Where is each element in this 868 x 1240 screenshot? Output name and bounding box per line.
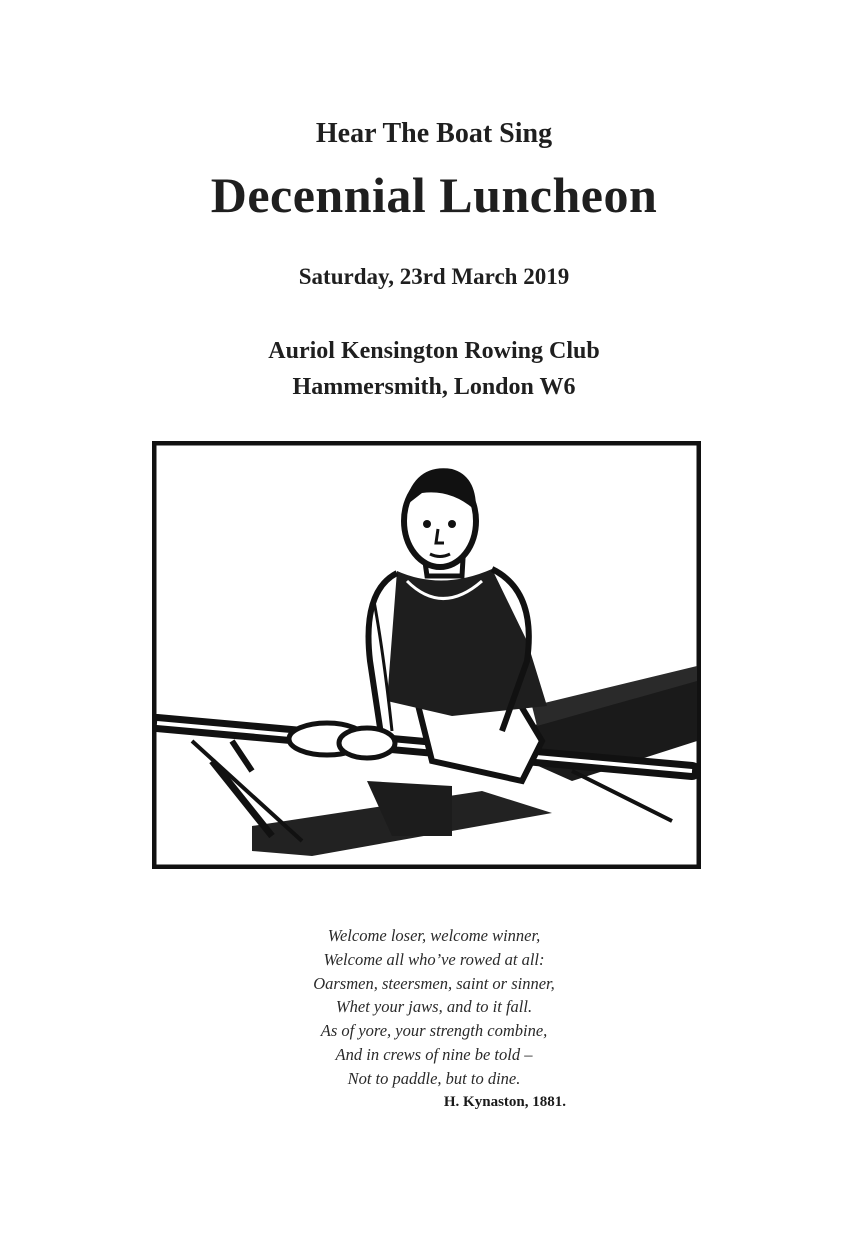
venue-location: Hammersmith, London W6 [292, 374, 576, 400]
poem-line: Oarsmen, steersmen, saint or sinner, [313, 973, 555, 993]
event-kicker: Hear The Boat Sing [315, 118, 553, 149]
event-venue [0, 333, 868, 405]
poem-line: And in crews of nine be told – [335, 1044, 533, 1064]
rower-drawing [152, 441, 701, 869]
poem-attribution: H. Kynaston, 1881. [443, 1094, 566, 1110]
poem [0, 924, 868, 1091]
poem-line: Welcome loser, welcome winner, [327, 926, 541, 945]
page-title: Decennial Luncheon [210, 167, 658, 223]
rower-illustration [152, 441, 701, 869]
venue-name: Auriol Kensington Rowing Club [268, 338, 600, 364]
poem-line: Not to paddle, but to dine. [347, 1068, 521, 1088]
poem-line: Welcome all who’ve rowed at all: [323, 949, 545, 969]
poem-line: Whet your jaws, and to it fall. [335, 997, 533, 1017]
event-date: Saturday, 23rd March 2019 [298, 264, 570, 289]
poem-line: As of yore, your strength combine, [320, 1021, 548, 1041]
